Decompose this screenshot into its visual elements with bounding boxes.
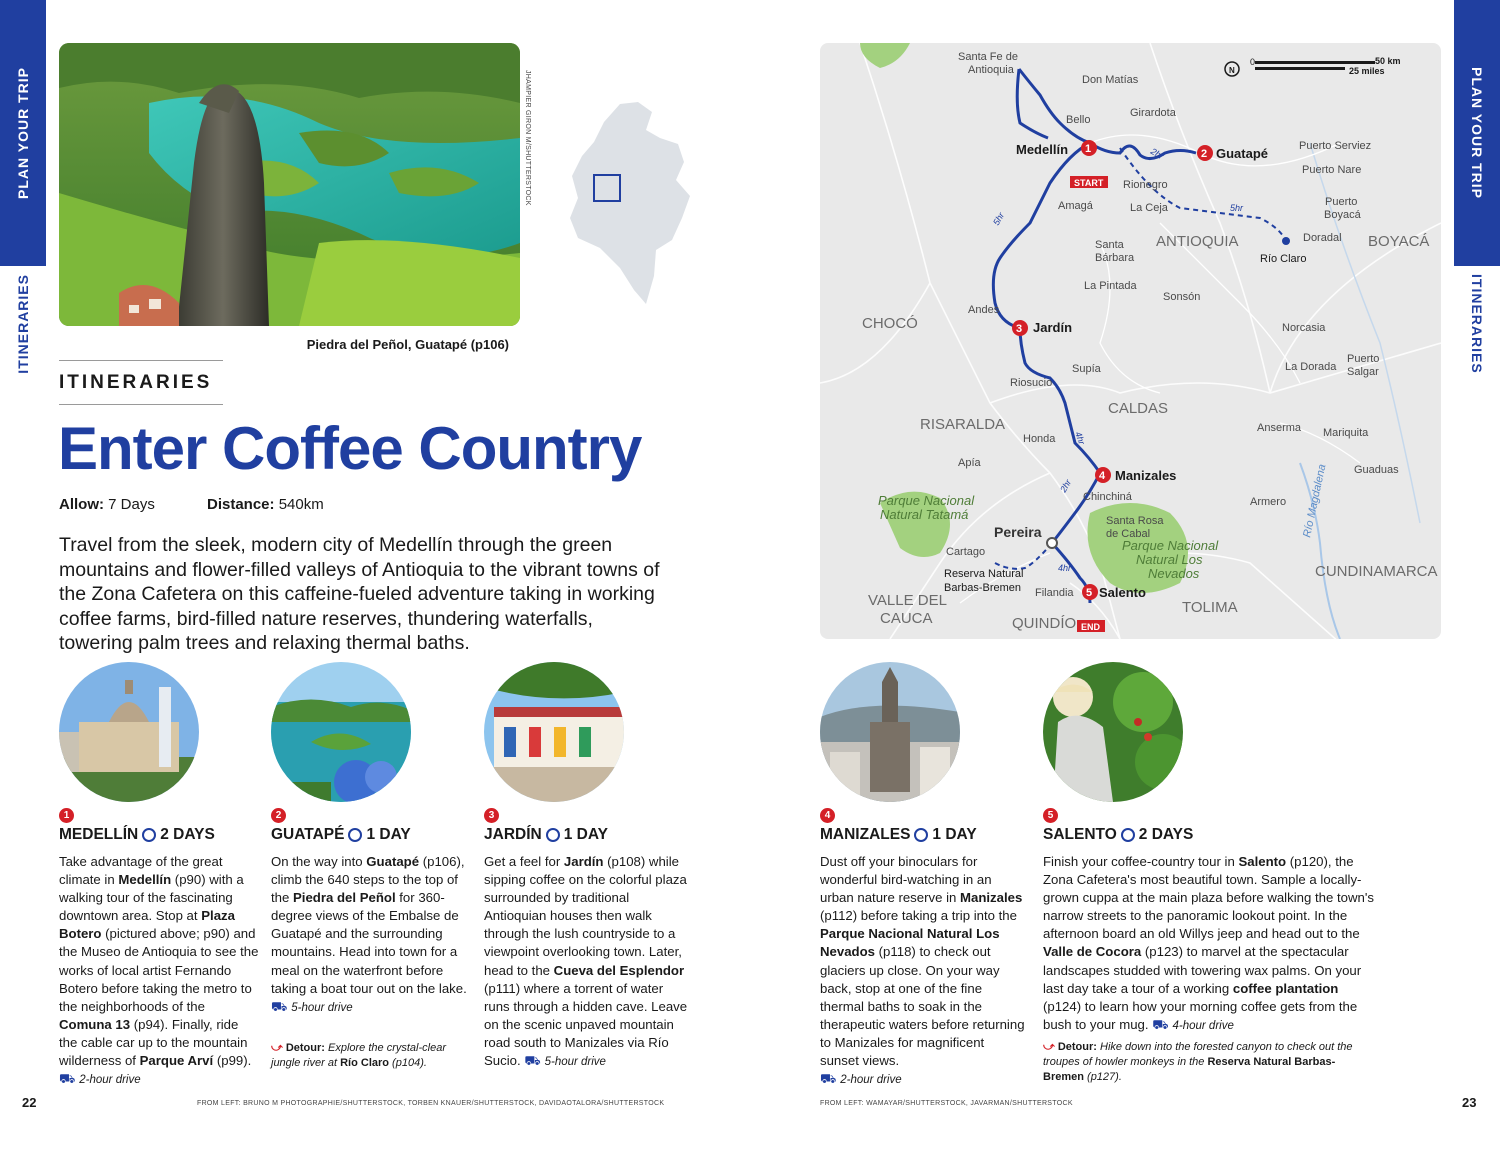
town-label: Bello [1066,114,1091,126]
stop-heading-salento [1043,826,1193,844]
map-scale [1225,56,1401,76]
right-tab-itineraries-label: ITINERARIES [1469,273,1485,374]
stop-heading-manizales [820,826,977,844]
town-label: Antioquia [968,64,1014,76]
detour-place: Reserva Natural Barbas-Bremen [1043,1056,1336,1083]
car-icon: ⛟ [1152,1016,1169,1032]
town-label: Barbas-Bremen [944,582,1022,594]
photo-manizales [820,662,960,802]
town-label: Puerto [1347,353,1380,365]
dept-label: TOLIMA [1182,599,1238,616]
town-label: Puerto Nare [1302,164,1362,176]
stop-number-2: 2 [271,808,286,823]
car-icon: ⛟ [271,998,288,1014]
hero-caption: Piedra del Peñol, Guatapé (p106) [306,337,509,352]
town-label: La Pintada [1084,280,1137,292]
town-label: Mariquita [1323,427,1369,439]
distance-label: Distance: [207,496,275,513]
town-label: Filandia [1035,587,1074,599]
map-stop-label: Salento [1099,585,1146,600]
town-label: Honda [1023,433,1056,445]
dept-label: CAUCA [880,610,933,627]
town-label: de Cabal [1106,528,1151,540]
town-label: Don Matías [1082,74,1139,86]
map-stop-label: Manizales [1115,468,1177,483]
town-label: Chinchiná [1083,491,1132,503]
park-label: Natural Tatamá [880,507,969,522]
stop-number-4: 4 [820,808,835,823]
detour-arrow-icon: ⤻ [271,1042,283,1054]
scale-bar-km [1255,61,1375,64]
dept-label: VALLE DEL [868,592,947,609]
route-map-svg [820,43,1441,639]
town-label: Anserma [1257,422,1302,434]
dept-label: CHOCÓ [862,315,918,332]
photo-credits-left: FROM LEFT: BRUNO M PHOTOGRAPHIE/SHUTTERSTOCK, TORBEN KNAUER/SHUTTERSTOCK, DAVIDAOTALORA/SHUTTERSTOCK [197,1100,665,1107]
rule-top [59,360,223,361]
trip-meta [59,496,155,513]
town-label: Cartago [946,546,986,558]
stop-name: MANIZALES [820,826,911,843]
distance-value: 540km [278,496,324,513]
town-label: La Ceja [1130,202,1168,214]
hero-illustration [59,43,520,326]
stop-heading-medellin [59,826,215,844]
left-tab-plan-label-wrap [0,0,46,266]
right-tab-plan-label: PLAN YOUR TRIP [1469,67,1485,199]
town-label: Boyacá [1324,209,1361,221]
section-label: ITINERARIES [59,372,213,393]
town-label: Riosucio [1010,377,1053,389]
detour-ref: (p104). [389,1057,427,1069]
scale-zero: 0 [1250,57,1256,67]
town-label: Guaduas [1354,464,1399,476]
stopwatch-icon [546,828,560,842]
town-label: Puerto [1325,196,1358,208]
dept-label: CUNDINAMARCA [1315,563,1438,580]
town-label: Santa [1095,239,1124,251]
map-marker-2-num: 2 [1201,148,1208,160]
photo-salento [1043,662,1183,802]
town-label: Santa Fe de [958,51,1018,63]
stop-text-guatape: On the way into Guatapé (p106), climb the 640 steps to the top of the Piedra del Peñol for 360-degree views of the Embalse de Guatapé and the surrounding mountains. Head into town for a meal on the waterfront before taking a boat tour out on the lake. ⛟ 5-hour drive [271,854,467,1014]
detour-label: Detour: [285,1042,325,1054]
stop-drive: 4-hour drive [1172,1019,1234,1032]
allow-value: 7 Days [108,496,155,513]
stop-text-jardin: Get a feel for Jardín (p108) while sipping coffee on the colorful plaza surrounded by traditional Antioquian houses then walk through the lush countryside to a viewpoint overlooking town. Later, head to the Cueva del Esplendor (p111) where a torrent of water runs through a hidden cave. Leave on the scenic unpaved mountain road south to Manizales via Río Sucio. ⛟ 5-hour drive [484,854,688,1069]
right-tab-plan-label-wrap [1454,0,1500,266]
colombia-locator-map [560,100,695,310]
rule-bottom [59,404,223,405]
town-label: Andes [968,304,1000,316]
map-marker-5-num: 5 [1086,587,1093,599]
park-label: Parque Nacional [878,493,975,508]
town-label: Pereira [994,524,1042,540]
page-title: Enter Coffee Country [58,415,642,482]
detour-guatape [271,1041,471,1071]
stop-name: MEDELLÍN [59,826,139,843]
map-marker-4-num: 4 [1099,470,1106,482]
start-label: START [1074,178,1104,188]
left-tab-plan-label: PLAN YOUR TRIP [15,67,31,199]
drive-label: 4hr [1058,563,1072,573]
town-label: Salgar [1347,366,1379,378]
stop-heading-jardin [484,826,608,844]
drive-label: 2hr [1149,146,1166,162]
trip-distance [207,496,324,513]
drive-label: 5hr [1230,203,1244,213]
dept-label: QUINDÍO [1012,615,1077,632]
stop-text-salento: Finish your coffee-country tour in Salento (p120), the Zona Cafetera's most beautiful town. Sample a locally-grown cuppa at the main plaza before walking the town's narrow streets to the panoramic lookout point. In the afternoon board an old Willys jeep and head out to the Valle de Cocora (p123) to marvel at the spectacular landscapes studded with towering wax palms. On your last day take a tour of a working coffee plantation (p124) to learn how your morning coffee gets from the bush to your mug. ⛟ 4-hour drive [1043,854,1374,1032]
stop-number-3: 3 [484,808,499,823]
stopwatch-icon [1121,828,1135,842]
detour-place: Río Claro [340,1057,389,1069]
drive-label: 4hr [1073,430,1087,446]
town-label: Puerto Serviez [1299,140,1372,152]
detour-text: Hike down into the forested canyon to check out the troupes of howler monkeys in the [1043,1041,1353,1068]
rio-claro-marker [1282,237,1290,245]
stop-duration: 1 DAY [563,826,608,843]
town-label: Rionegro [1123,179,1168,191]
scale-miles: 25 miles [1349,66,1385,76]
stop-text-manizales: Dust off your binoculars for wonderful bird-watching in an urban nature reserve in Manizales (p112) before taking a trip into the Parque Nacional Natural Los Nevados (p118) to check out glaciers up close. On your way back, stop at one of the fine thermal baths to soak in the therapeutic waters before returning to Manizales for magnificent sunset views. ⛟ 2-hour drive [820,854,1025,1087]
town-label: Bárbara [1095,252,1135,264]
detour-ref: (p127). [1083,1071,1122,1083]
stop-heading-guatape [271,826,411,844]
map-stop-label: Guatapé [1216,146,1269,161]
town-label: Doradal [1303,232,1342,244]
hero-photo-credit: JHAMPIER GIRON M/SHUTTERSTOCK [524,70,531,206]
photo-jardin [484,662,624,802]
car-icon: ⛟ [524,1053,541,1069]
intro-paragraph: Travel from the sleek, modern city of Medellín through the green mountains and flower-filled valleys of Antioquia to the vibrant towns of the Zona Cafetera on this caffeine-fueled adventure taking in working coffee farms, bird-filled nature reserves, thundering waterfalls, towering palm trees and relaxing thermal baths. [59,534,660,654]
map-marker-3-num: 3 [1016,323,1023,335]
detour-text: Explore the crystal-clear jungle river at [271,1042,446,1069]
dept-label: BOYACÁ [1368,233,1430,250]
stop-duration: 2 DAYS [1138,826,1194,843]
stop-name: GUATAPÉ [271,826,345,843]
left-tab-itineraries-label: ITINERARIES [15,273,31,374]
page-number-left: 22 [22,1095,37,1110]
town-label: Apía [958,457,981,469]
svg-text:N: N [1229,66,1235,75]
scale-km: 50 km [1375,56,1401,66]
map-stop-label: Jardín [1033,320,1073,335]
park-label: Parque Nacional [1122,538,1219,553]
map-marker-1-num: 1 [1085,143,1092,155]
drive-label: 5hr [991,210,1007,227]
stop-name: SALENTO [1043,826,1117,843]
town-label: Armero [1250,496,1287,508]
stopwatch-icon [142,828,156,842]
town-label: Norcasia [1282,322,1326,334]
hero-photo [59,43,520,326]
detour-label: Detour: [1057,1041,1097,1053]
stop-name: JARDÍN [484,826,542,843]
stop-duration: 1 DAY [366,826,411,843]
right-tab-itin-label-wrap [1454,266,1500,381]
town-label: Amagá [1058,200,1093,212]
stopwatch-icon [914,828,928,842]
detour-salento [1043,1040,1373,1085]
dept-label: ANTIOQUIA [1156,233,1239,250]
stop-text-medellin: Take advantage of the great climate in Medellín (p90) with a walking tour of the fascinating downtown area. Stop at Plaza Botero (pictured above; p90) and the Museo de Antioquia to see the works of local artist Fernando Botero before taking the metro to the neighborhoods of the Comuna 13 (p94). Finally, ride the cable car up to the mountain wilderness of Parque Arví (p99). ⛟ 2-hour drive [59,854,259,1087]
dept-label: RISARALDA [920,416,1006,433]
town-label: Reserva Natural [944,568,1024,580]
drive-label: 2hr [1058,477,1074,494]
map-stop-label: Medellín [1016,142,1069,157]
stop-drive: 5-hour drive [291,1001,353,1014]
car-icon: ⛟ [820,1071,837,1087]
end-label: END [1081,622,1101,632]
photo-guatape [271,662,411,802]
stop-duration: 1 DAY [932,826,977,843]
left-tab-itin-label-wrap [0,266,46,381]
stop-number-1: 1 [59,808,74,823]
town-label: Girardota [1130,107,1176,119]
dept-label: CALDAS [1108,400,1169,417]
detour-arrow-icon: ⤻ [1043,1041,1055,1053]
river-label: Río Magdalena [1301,463,1329,539]
scale-bar-miles [1255,67,1345,70]
town-label: Supía [1072,363,1101,375]
stop-drive: 2-hour drive [79,1074,141,1087]
park-label: Nevados [1148,566,1200,581]
stop-drive: 5-hour drive [544,1056,606,1069]
town-label: Sonsón [1163,291,1201,303]
allow-label: Allow: [59,496,104,513]
stop-duration: 2 DAYS [160,826,215,843]
town-label: Río Claro [1260,253,1307,265]
park-label: Natural Los [1136,552,1203,567]
pereira-marker [1047,538,1057,548]
page-number-right: 23 [1462,1095,1477,1110]
stopwatch-icon [348,828,362,842]
stop-number-5: 5 [1043,808,1058,823]
town-label: La Dorada [1285,361,1337,373]
route-map [820,43,1441,639]
stop-drive: 2-hour drive [840,1074,902,1087]
car-icon: ⛟ [59,1071,76,1087]
town-label: Santa Rosa [1106,515,1164,527]
photo-medellin [59,662,199,802]
photo-credits-right: FROM LEFT: WAMAYAR/SHUTTERSTOCK, JAVARMAN/SHUTTERSTOCK [820,1100,1073,1107]
